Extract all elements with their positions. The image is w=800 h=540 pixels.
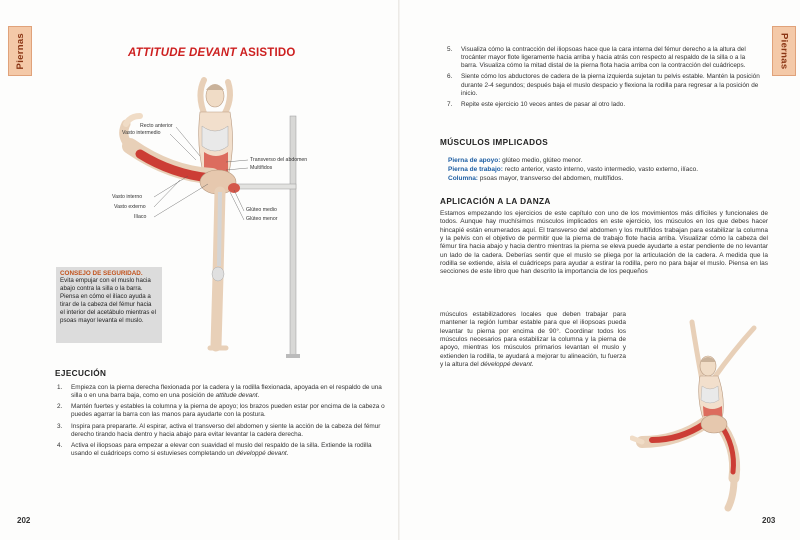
label-iliaco: Ilíaco bbox=[134, 214, 147, 220]
section-tab-left bbox=[8, 26, 32, 76]
safety-tip-title: CONSEJO DE SEGURIDAD. bbox=[60, 270, 143, 277]
step-item bbox=[447, 101, 763, 109]
exercise-title-rest: ASISTIDO bbox=[236, 47, 296, 59]
label-gluteo-menor: Glúteo menor bbox=[246, 216, 278, 222]
label-vasto-externo: Vasto externo bbox=[114, 204, 146, 210]
section-tab-label: Piernas bbox=[778, 32, 790, 70]
label-transverso-abdomen: Transverso del abdomen bbox=[250, 157, 308, 163]
muscle-group-value: recto anterior, vasto interno, vasto intermedio, vasto externo, ilíaco. bbox=[502, 166, 699, 174]
step-number: 3. bbox=[57, 422, 63, 430]
step-number: 5. bbox=[447, 46, 453, 53]
muscles-list bbox=[448, 156, 758, 184]
step-item bbox=[57, 384, 389, 400]
leaping-dancer-figure bbox=[630, 318, 770, 518]
section-tab-right bbox=[772, 26, 796, 76]
label-multifidos: Multífidos bbox=[250, 165, 273, 171]
application-text-italic: développé devant bbox=[480, 361, 532, 369]
muscle-group-working bbox=[448, 165, 758, 174]
muscle-group-key: Pierna de trabajo: bbox=[448, 166, 503, 174]
exercise-title bbox=[128, 47, 296, 59]
step-number: 2. bbox=[57, 403, 63, 411]
muscle-group-value: psoas mayor, transverso del abdomen, multífidos. bbox=[477, 175, 624, 183]
muscle-group-spine bbox=[448, 174, 758, 183]
section-tab-label: Piernas bbox=[14, 32, 26, 70]
step-text: Empieza con la pierna derecha flexionada por la cadera y la rodilla flexionada, apoyada en el respaldo de una silla o en una barra baja, como en una posición de bbox=[71, 384, 382, 400]
step-text: Repite este ejercicio 10 veces antes de pasar al otro lado. bbox=[461, 100, 626, 108]
execution-steps-right bbox=[447, 46, 763, 112]
step-item bbox=[447, 46, 763, 70]
safety-tip-text: Evita empujar con el muslo hacia abajo contra la silla o la barra. Piensa en cómo el ilíaco ayuda a tirar de la cabeza del fémur hacia el interior del acetábulo mientras el psoas mayor levanta el muslo. bbox=[60, 277, 156, 325]
step-number: 6. bbox=[447, 73, 453, 81]
muscle-group-value: glúteo medio, glúteo menor. bbox=[500, 157, 583, 164]
application-heading: APLICACIÓN A LA DANZA bbox=[440, 197, 551, 206]
application-text-end: . bbox=[531, 361, 534, 369]
muscle-group-key: Columna: bbox=[448, 175, 478, 183]
page-number-left: 202 bbox=[17, 516, 31, 525]
step-text-italic: attitude devant bbox=[215, 392, 258, 400]
step-text-end: . bbox=[286, 450, 289, 458]
step-text: Inspira para prepararte. Al espirar, activa el transverso del abdomen y siente la acción de la cabeza del fémur derecho tirando hacia dentro y hacia abajo para evitar levantar la cadera derecha. bbox=[71, 422, 381, 438]
step-item bbox=[447, 73, 763, 97]
step-item bbox=[57, 442, 389, 458]
muscle-group-support bbox=[448, 156, 758, 165]
step-text-italic: développé devant bbox=[236, 450, 287, 458]
muscles-heading: MÚSCULOS IMPLICADOS bbox=[440, 138, 549, 147]
step-item bbox=[57, 423, 389, 439]
application-text: músculos estabilizadores locales que deben trabajar para mantener la región lumbar estable para que el iliopsoas pueda levantar tu pierna por encima de 90°. Coordinar todos los músculos necesarios para estabilizar la columna y la pierna de apoyo, mientras los músculos primarios levantan el muslo y extienden la rodilla, te ayudará a mejorar tu alineación, tu fuerza y la altura del bbox=[440, 311, 626, 369]
step-text-end: . bbox=[257, 392, 260, 400]
application-paragraph-narrow bbox=[440, 311, 626, 369]
step-number: 1. bbox=[57, 384, 63, 391]
exercise-title-italic: ATTITUDE DEVANT bbox=[128, 47, 237, 59]
page-number-right: 203 bbox=[762, 516, 776, 525]
step-number: 7. bbox=[447, 100, 453, 108]
safety-tip-box bbox=[56, 267, 162, 343]
label-gluteo-medio: Glúteo medio bbox=[246, 207, 277, 213]
muscle-group-key: Pierna de apoyo: bbox=[448, 157, 501, 164]
application-paragraph: Estamos empezando los ejercicios de este capítulo con uno de los movimientos más difíciles y funcionales de todos. Aunque hay muchísimos músculos implicados en este ejercicio, los músculos en los que debes hacer hincapié están enumerados aquí. El transverso del abdomen y los multífidos trabajan para estabilizar la columna y la pelvis con el objetivo de permitir que la pierna de trabajo flote hacia arriba. Visualizar cómo la cabeza del fémur tira hacia abajo y hacia dentro mientras la pierna se eleva puede ayudarte a estar pendiente de no levantar un lado de la cadera. Deberías sentir que el muslo se pliega por la articulación de la cadera. A medida que la rodilla se extiende, aísla el cuádriceps para ayudar a estirar la rodilla, pero no para bajar el muslo. Piensa en las secciones de este libro que han descrito la importancia de los pequeños bbox=[440, 210, 768, 276]
label-recto-anterior: Recto anterior bbox=[140, 123, 173, 129]
step-text: Siente cómo los abductores de cadera de la pierna izquierda sujetan tu pelvis estable. Mantén la posición durante 2-4 segundos; después baja el muslo despacio y flexiona la rodilla para regresar a la posición de inicio. bbox=[461, 73, 760, 97]
step-number: 4. bbox=[57, 441, 63, 449]
step-item bbox=[57, 403, 389, 419]
step-text: Activa el iliopsoas para empezar a elevar con suavidad el muslo del respaldo de la silla. Extiende la rodilla usando el cuádriceps como si estuvieses completando un bbox=[71, 441, 372, 458]
label-vasto-intermedio: Vasto intermedio bbox=[122, 130, 161, 136]
label-vasto-interno: Vasto interno bbox=[112, 194, 143, 200]
execution-heading: EJECUCIÓN bbox=[55, 369, 107, 378]
step-text: Mantén fuertes y estables la columna y la pierna de apoyo; los brazos pueden estar por encima de la cabeza o puedes agarrar la barra con las manos para ayudarte con la postura. bbox=[71, 403, 385, 419]
step-text: Visualiza cómo la contracción del iliopsoas hace que la cara interna del fémur derecho a la altura del trocánter mayor flote ligeramente hacia arriba y hacia atrás con respecto al respaldo de la silla o a la barra. Visualiza cómo la mitad distal de la pierna flota hacia arriba con la contracción del cuádriceps. bbox=[461, 46, 746, 70]
execution-steps-left bbox=[57, 384, 389, 461]
